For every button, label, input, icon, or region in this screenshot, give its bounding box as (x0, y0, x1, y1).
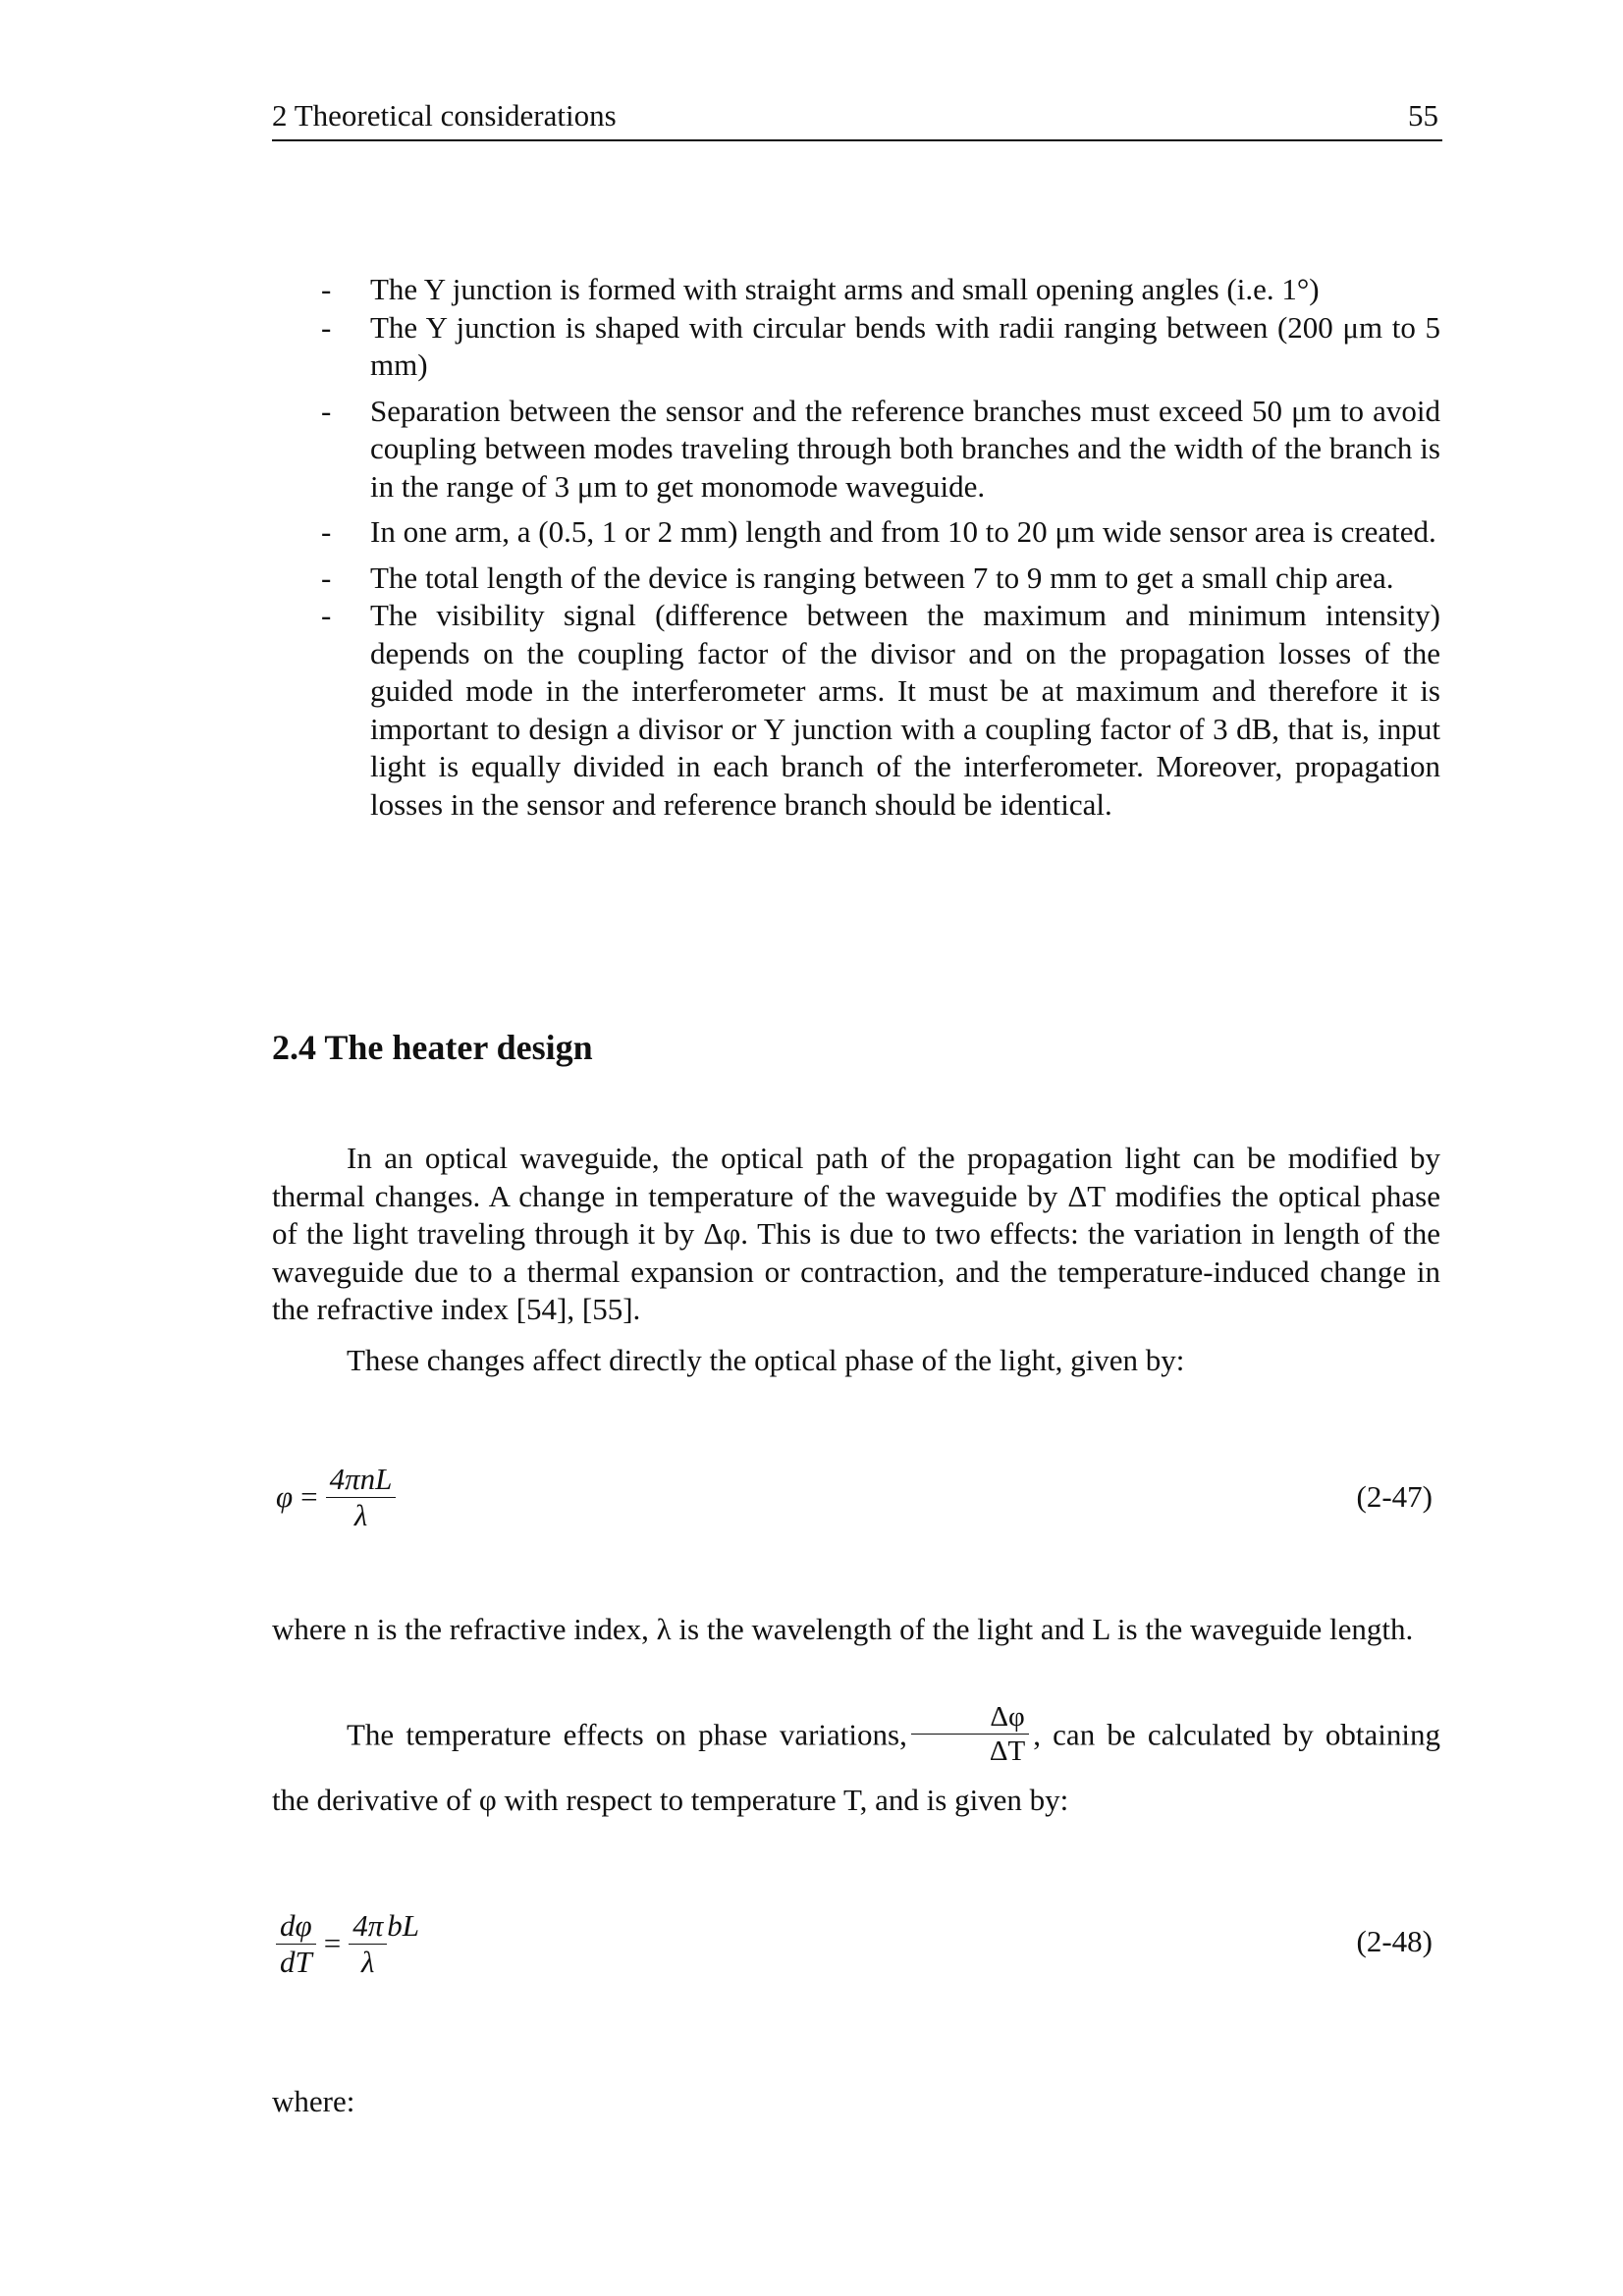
fraction (349, 1908, 387, 1980)
section-heading: 2.4 The heater design (272, 1028, 593, 1067)
bullet-marker: - (321, 309, 332, 345)
fraction-denominator: dT (280, 1944, 312, 1979)
bullet-marker: - (321, 393, 332, 428)
equation-body (276, 1453, 396, 1541)
list-item-text: In one arm, a (0.5, 1 or 2 mm) length and from 10 to 20 μm wide sensor area is created. (370, 514, 1436, 549)
fraction-numerator: 4πnL (326, 1462, 397, 1498)
body-paragraph: In an optical waveguide, the optical path of the propagation light can be modified by thermal changes. A change in temperature of the waveguide by ΔT modifies the optical phase of the light traveling through it by Δφ. This is due to two effects: the variation in length of the waveguide due to a thermal expansion or contraction, and the temperature-induced change in the refractive index [54], [55]. (272, 1141, 1440, 1326)
body-paragraph: These changes affect directly the optical phase of the light, given by: (347, 1343, 1185, 1377)
list-item (272, 597, 1440, 824)
equation-2-47 (272, 1453, 1440, 1541)
list-item-text: The visibility signal (difference between the maximum and minimum intensity) depends on the coupling factor of the divisor and on the propagation losses of the guided mode in the interferometer arms. It must be at maximum and therefore it is important to design a divisor or Y junction with a coupling factor of 3 dB, that is, input light is equally divided in each branch of the interferometer. Moreover, propagation losses in the sensor and reference branch should be identical. (370, 598, 1440, 822)
fraction-denominator: λ (353, 1497, 368, 1532)
list-item (272, 560, 1440, 598)
equation-body (276, 1899, 419, 1988)
body-paragraph: where n is the refractive index, λ is the wavelength of the light and L is the waveguide length. (272, 1612, 1414, 1646)
fraction-numerator: Δφ (911, 1700, 1028, 1735)
fraction (276, 1908, 316, 1980)
fraction-denominator: λ (361, 1944, 375, 1979)
equals-sign: = (323, 1926, 342, 1960)
paragraph-text: , can be calculated by obtaining the derivative of φ with respect to temperature T, and is given by: (272, 1717, 1440, 1817)
list-item (272, 513, 1440, 552)
fraction-numerator: 4π (349, 1908, 387, 1945)
equals-sign: = (300, 1479, 318, 1514)
paragraph-text: The temperature effects on phase variations, (347, 1717, 907, 1752)
list-item-text: The Y junction is shaped with circular bends with radii ranging between (200 μm to 5 mm) (370, 309, 1440, 382)
bullet-marker: - (321, 514, 332, 549)
body-paragraph (272, 1701, 1440, 1829)
inline-fraction (911, 1700, 1029, 1768)
body-paragraph: where: (272, 2084, 355, 2118)
list-item (272, 393, 1440, 507)
bullet-marker: - (321, 272, 332, 306)
fraction-denominator: ΔT (989, 1735, 1026, 1767)
chapter-title: 2 Theoretical considerations (272, 98, 617, 133)
equation-term: bL (387, 1908, 420, 1943)
list-item (272, 271, 1440, 309)
equation-lhs: φ (276, 1479, 294, 1514)
equation-2-48 (272, 1899, 1440, 1988)
equation-number: (2-47) (1356, 1479, 1433, 1514)
page-number: 55 (1408, 98, 1438, 133)
bullet-marker: - (321, 598, 332, 632)
list-item-text: Separation between the sensor and the reference branches must exceed 50 μm to avoid coupling between modes traveling through both branches and the width of the branch is in the range of 3 μm to get monomode waveguide. (370, 393, 1440, 504)
equation-number: (2-48) (1356, 1924, 1433, 1958)
bullet-marker: - (321, 560, 332, 595)
fraction-numerator: dφ (276, 1908, 316, 1945)
list-item-text: The Y junction is formed with straight arms and small opening angles (i.e. 1°) (370, 272, 1320, 306)
list-item-text: The total length of the device is ranging between 7 to 9 mm to get a small chip area. (370, 560, 1394, 595)
fraction (326, 1462, 397, 1533)
requirements-list (272, 271, 1440, 824)
list-item (272, 309, 1440, 385)
running-header (272, 96, 1442, 141)
